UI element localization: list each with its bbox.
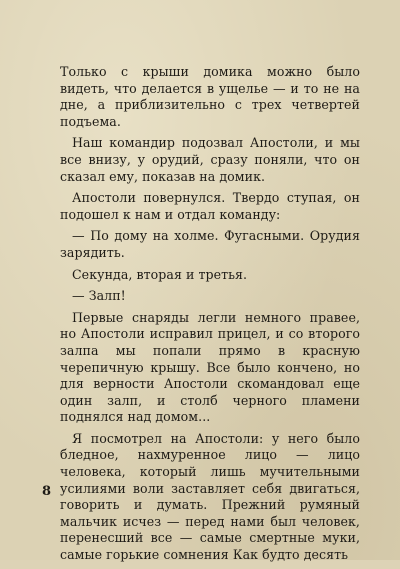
paragraph: — Залп! [72,288,126,304]
paragraph: Апостоли повернулся. Твердо ступая, он подошел к нам и отдал команду: [60,190,360,222]
paragraph: Я посмотрел на Апостоли: у него было бледное, нахмуренное лицо — лицо человека, который лишь мучительными усилиями воли заставляет себя двигаться, говорить и думать. Прежний румяный мальчик исчез — перед нами был человек, перенесший все — самые смертные муки, самые горькие сомнения Как будто десять [60,430,360,563]
paragraph: — По дому на холме. Фугасными. Орудия зарядить. [60,228,360,260]
paragraph: Наш командир подозвал Апостоли, и мы все внизу, у орудий, сразу поняли, что он сказал ему, показав на домик. [60,135,360,184]
paragraph: Только с крыши домика можно было видеть, что делается в ущелье — и то не на дне, а приблизительно с трех четвертей подъема. [60,64,360,129]
body-text [60,64,360,569]
paragraph: Секунда, вторая и третья. [72,266,248,282]
paragraph: Первые снаряды легли немного правее, но Апостоли исправил прицел, и со второго залпа мы попали прямо в красную черепичную крышу. Все было кончено, но для верности Апостоли скомандовал еще один залп, и столб черного пламени поднялся над домом... [60,309,360,425]
page-number: 8 [42,484,52,499]
